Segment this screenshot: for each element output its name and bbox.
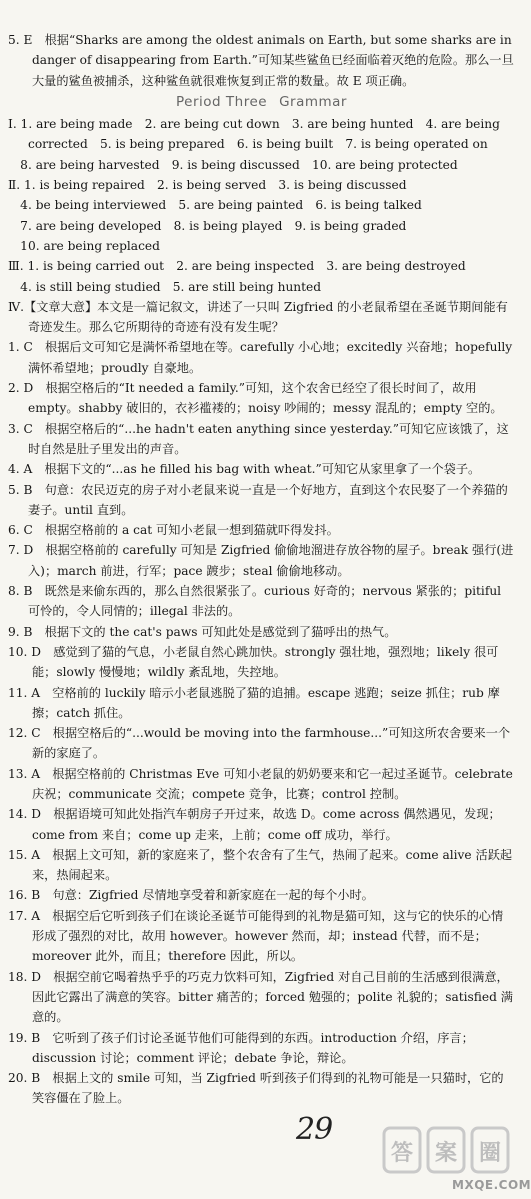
answer-line: 17. A 根据空后它听到孩子们在谈论圣诞节可能得到的礼物是猫可知，这与它的快乐的心情形成了强烈的对比，故用 however。however 然而，却；instead 代替，而不是；moreover 此外，而且；therefore 因此，所以。 [8,908,504,964]
answer-line: 19. B 它听到了孩子们讨论圣诞节他们可能得到的东西。introduction 介绍，序言；discussion 讨论；comment 评论；debate 争论，辩论。 [8,1030,474,1065]
answer-line: 12. C 根据空格后的“...would be moving into the farmhouse...”可知这所农舍要来一个新的家庭了。 [8,726,511,761]
answer-line: 7. are being developed 8. is being played 9. is being graded [8,218,407,233]
answer-line: 8. are being harvested 9. is being discussed 10. are being protected [8,157,458,172]
answer-line: 9. B 根据下文的 the cat's paws 可知此处是感觉到了猫呼出的热气。 [8,624,397,639]
answer-line: 5. B 句意：农民迈克的房子对小老鼠来说一直是一个好地方，直到这个农民娶了一个养猫的妻子。until 直到。 [8,482,508,517]
answer-line: 14. D 根据语境可知此处指汽车朝房子开过来，故选 D。come across 偶然遇见，发现；come from 来自；come up 走来，上前；come off 成功，举行。 [8,807,501,842]
section-title-period: Period Three [176,93,268,110]
answer-line: 10. D 感觉到了猫的气息，小老鼠自然心跳加快。strongly 强壮地，强烈地；likely 很可能；slowly 慢慢地；wildly 紊乱地，失控地。 [8,644,499,680]
answer-line: Ⅱ. 1. is being repaired 2. is being served 3. is being discussed [8,178,407,193]
answer-line: 13. A 根据空格前的 Christmas Eve 可知小老鼠的奶奶要来和它一起过圣诞节。celebrate 庆祝；communicate 交流；compete 竞争，比赛；control 控制。 [8,766,513,801]
answer-line: 18. D 根据空前它喝着热乎乎的巧克力饮料可知，Zigfried 对自己目前的生活感到很满意，因此它露出了满意的笑容。bitter 痛苦的；forced 勉强的；polite 礼貌的；satisfied 满意的。 [8,969,513,1025]
answer-line: Ⅰ. 1. are being made 2. are being cut down 3. are being hunted 4. are being corrected 5. is being prepared 6. is being built 7. is being operated on [8,117,500,152]
answer-line: 6. C 根据空格前的 a cat 可知小老鼠一想到猫就吓得发抖。 [8,523,339,538]
answer-line: 5. E 根据“Sharks are among the oldest animals on Earth, but some sharks are in danger of disappearing from Earth.”可知某些鲨鱼已经面临着灭绝的危险。那么一旦大量的鲨鱼被捕杀，这种鲨鱼就很难恢复到正常的数量。故 E 项正确。 [8,33,514,88]
watermark-glyph-3: 圈 [478,1141,502,1166]
answer-line: 4. A 根据下文的“...as he filled his bag with wheat.”可知它从家里拿了一个袋子。 [8,462,481,477]
section-title [8,92,515,112]
answer-line: 15. A 根据上文可知，新的家庭来了，整个农舍有了生气，热闹了起来。come alive 活跃起来，热闹起来。 [8,847,513,883]
answer-line: Ⅲ. 1. is being carried out 2. are being inspected 3. are being destroyed [8,259,466,274]
answer-line: 20. B 根据上文的 smile 可知，当 Zigfried 听到孩子们得到的礼物可能是一只猫时，它的笑容僵在了脸上。 [8,1071,504,1106]
answer-line: 2. D 根据空格后的“It needed a family.”可知，这个农舍已经空了很长时间了，故用 empty。shabby 破旧的，衣衫褴褛的；noisy 吵闹的；messy 混乱的；empty 空的。 [8,381,503,416]
answer-line: 1. C 根据后文可知它是满怀希望地在等。carefully 小心地；excitedly 兴奋地；hopefully 满怀希望地；proudly 自豪地。 [8,340,513,375]
answer-line: Ⅳ.【文章大意】本文是一篇记叙文，讲述了一只叫 Zigfried 的小老鼠希望在圣诞节期间能有奇迹发生。那么它所期待的奇迹有没有发生呢？ [8,299,508,335]
answer-line: 7. D 根据空格前的 carefully 可知是 Zigfried 偷偷地溜进存放谷物的屋子。break 强行(进入)；march 前进，行军；pace 踱步；steal 偷偷地移动。 [8,543,514,578]
watermark-glyph-1: 答 [390,1141,414,1166]
section-title-topic: Grammar [279,93,347,110]
watermark-glyph-2: 案 [434,1141,458,1166]
answer-line: 3. C 根据空格后的“...he hadn't eaten anything since yesterday.”可知它应该饿了，这时自然是肚子里发出的声音。 [8,421,509,456]
answer-line: 8. B 既然是来偷东西的，那么自然很紧张了。curious 好奇的；nervous 紧张的；pitiful 可怜的，令人同情的；illegal 非法的。 [8,584,502,619]
answer-line: 16. B 句意：Zigfried 尽情地享受着和新家庭在一起的每个小时。 [8,888,374,903]
answer-line: 4. is still being studied 5. are still being hunted [8,279,322,294]
answer-line: 11. A 空格前的 luckily 暗示小老鼠逃脱了猫的追捕。escape 逃跑；seize 抓住；rub 摩擦；catch 抓住。 [8,685,500,720]
watermark-text: MXQE.COM [452,1178,531,1192]
answer-line: 10. are being replaced [8,238,160,253]
answer-text [8,30,515,1109]
page-number: 29 [296,1112,333,1147]
answer-line: 4. be being interviewed 5. are being painted 6. is being talked [8,198,422,213]
